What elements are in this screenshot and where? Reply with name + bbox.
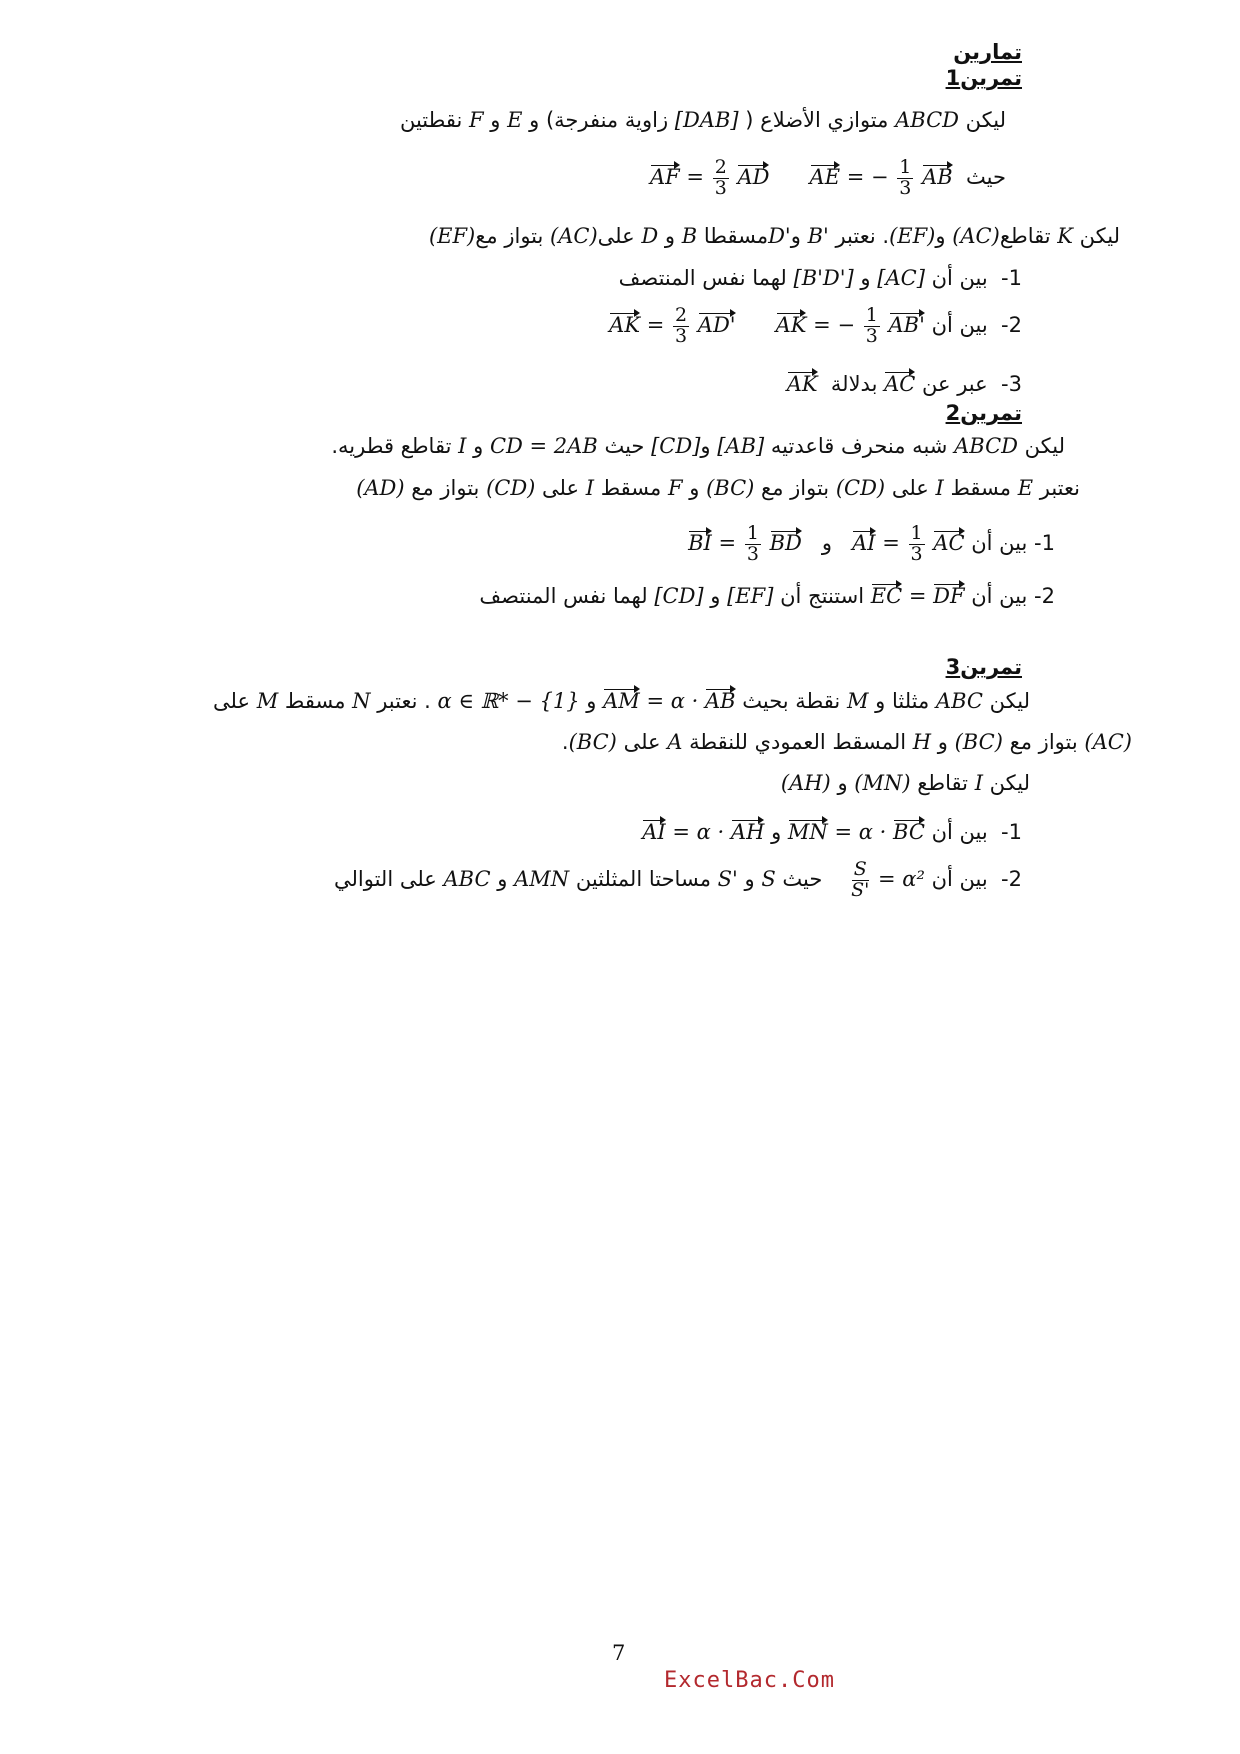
ex3-line1: ليكن ABC مثلثا و M نقطة بحيث AM = α · AB و α ∈ ℝ* − {1} . نعتبر N مسقط M على	[213, 689, 1030, 713]
ex3-line3: ليكن I تقاطع (MN) و (AH)	[780, 771, 1030, 795]
exercise-3-heading: تمرين3	[945, 655, 1022, 679]
ex3-question-2: 2- بين أن $\frac{S}{S'}$ = α² حيث S و S' مساحتا المثلثين AMN و ABC على التوالي	[334, 858, 1022, 901]
exercise-2-heading: تمرين2	[945, 401, 1022, 425]
ex1-question-3: 3- عبر عن AC بدلالة AK	[786, 372, 1022, 396]
ex1-question-1: 1- بين أن [AC] و [B'D'] لهما نفس المنتصف	[618, 266, 1022, 290]
ex1-line2: حيث AE = − $\frac{1}{3}$ AB AF = $\frac{2}{3}$ AD	[649, 156, 1006, 199]
ex1-line1: ليكن ABCD متوازي الأضلاع ( [DAB] زاوية منفرجة) و E و F نقطتين	[399, 108, 1006, 132]
page-title: تمارين	[953, 40, 1022, 64]
ex3-line2: (AC) بتواز مع (BC) و H المسقط العمودي للنقطة A على (BC).	[561, 730, 1132, 754]
exercise-1-heading: تمرين1	[945, 66, 1022, 90]
ex1-line3: ليكن K تقاطع(AC) و(EF). نعتبر B' وD'مسقطا B و D على(AC) بتواز مع(EF)	[428, 224, 1120, 248]
ex2-question-2: 2- بين أن EC = DF استنتج أن [EF] و [CD] لهما نفس المنتصف	[479, 584, 1055, 608]
ex1-question-2: 2- بين أن AK = − $\frac{1}{3}$ AB' AK = $\frac{2}{3}$ AD'	[609, 304, 1022, 347]
ex2-question-1: 1- بين أن AI = $\frac{1}{3}$ AC و BI = $\frac{1}{3}$ BD	[688, 522, 1055, 565]
ex2-line2: نعتبر E مسقط I على (CD) بتواز مع (BC) و F مسقط I على (CD) بتواز مع (AD)	[356, 476, 1080, 500]
ex2-line1: ليكن ABCD شبه منحرف قاعدتيه [AB] و[CD] حيث CD = 2AB و I تقاطع قطريه.	[331, 434, 1065, 458]
ex3-question-1: 1- بين أن MN = α · BC و AI = α · AH	[642, 820, 1022, 844]
watermark: ExcelBac.Com	[664, 1668, 835, 1693]
page-number: 7	[612, 1641, 626, 1665]
